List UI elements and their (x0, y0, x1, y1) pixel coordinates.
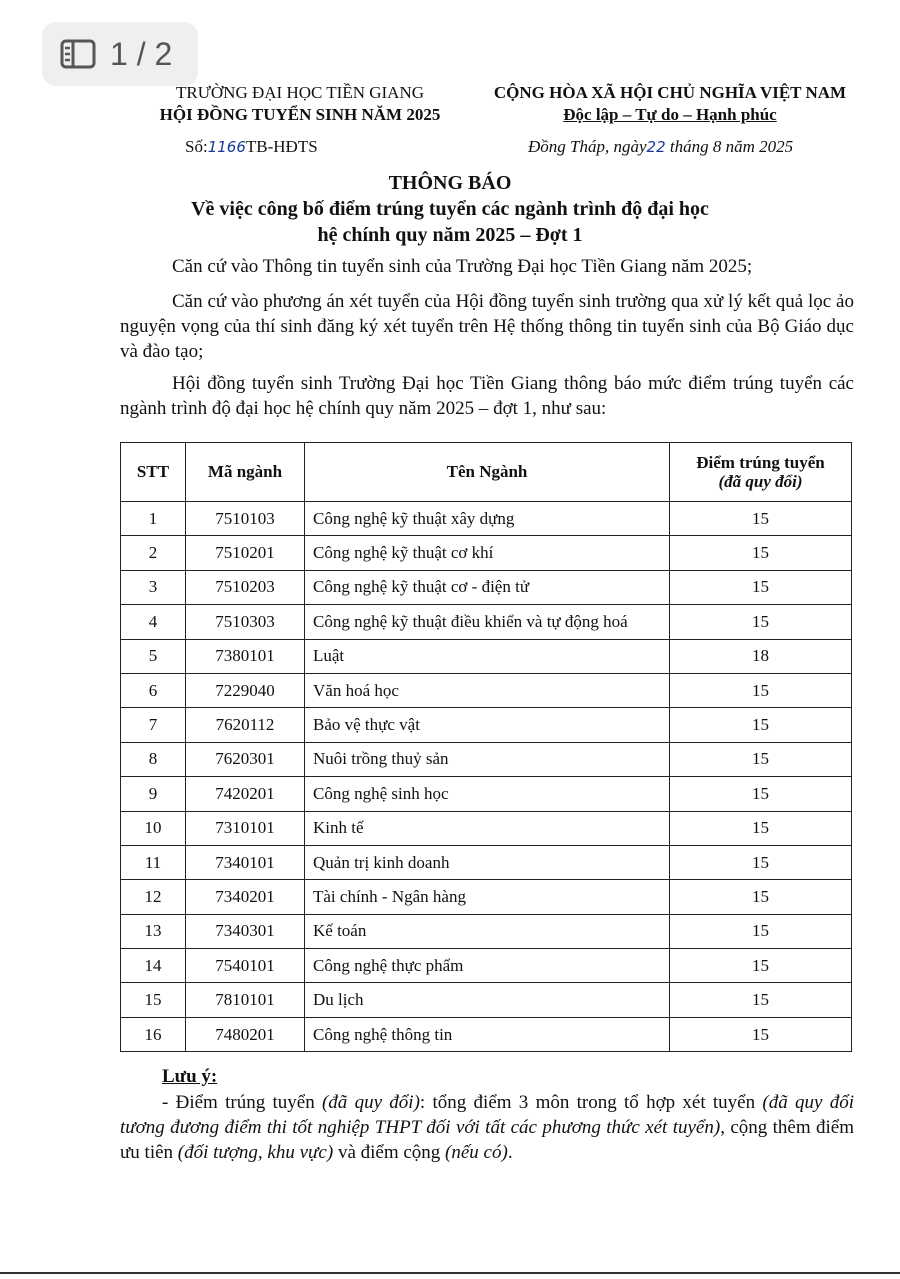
cell-major-name: Văn hoá học (305, 673, 670, 707)
cell-major-name: Công nghệ kỹ thuật điều khiển và tự động hoá (305, 605, 670, 639)
cell-major-code: 7510201 (186, 536, 305, 570)
cell-stt: 5 (121, 639, 186, 673)
cell-stt: 2 (121, 536, 186, 570)
cell-stt: 3 (121, 570, 186, 604)
admission-scores-table (120, 442, 852, 1052)
cell-score: 15 (670, 1017, 852, 1051)
table-row (121, 983, 852, 1017)
university-name: TRƯỜNG ĐẠI HỌC TIỀN GIANG (175, 83, 425, 102)
paragraph-basis-1: Căn cứ vào Thông tin tuyển sinh của Trường Đại học Tiền Giang năm 2025; (172, 256, 753, 277)
title-subject-line2: hệ chính quy năm 2025 – Đợt 1 (317, 224, 583, 246)
document-number-suffix: TB-HĐTS (245, 137, 318, 156)
cell-major-name: Kế toán (305, 914, 670, 948)
table-row (121, 949, 852, 983)
cell-major-code: 7229040 (186, 673, 305, 707)
place-date-suffix: tháng 8 năm 2025 (665, 137, 794, 156)
cell-major-code: 7310101 (186, 811, 305, 845)
cell-stt: 7 (121, 708, 186, 742)
cell-score: 15 (670, 605, 852, 639)
header-score-note: (đã quy đổi) (718, 472, 803, 491)
title-main: THÔNG BÁO (388, 172, 512, 194)
cell-major-code: 7510303 (186, 605, 305, 639)
title-subject-line1: Về việc công bố điểm trúng tuyển các ngành trình độ đại học (191, 198, 709, 220)
header-score (670, 443, 852, 502)
cell-major-name: Công nghệ sinh học (305, 777, 670, 811)
table-row (121, 880, 852, 914)
table-row (121, 639, 852, 673)
cell-major-name: Quản trị kinh doanh (305, 845, 670, 879)
document-number (185, 137, 318, 157)
cell-major-code: 7510103 (186, 502, 305, 536)
cell-score: 15 (670, 914, 852, 948)
header-major-code: Mã ngành (186, 443, 305, 502)
cell-score: 18 (670, 639, 852, 673)
cell-stt: 1 (121, 502, 186, 536)
cell-major-name: Du lịch (305, 983, 670, 1017)
note-seg-3: : tổng điểm 3 môn trong tổ hợp xét tuyển (419, 1092, 763, 1113)
cell-score: 15 (670, 742, 852, 776)
header-stt: STT (121, 443, 186, 502)
cell-stt: 12 (121, 880, 186, 914)
note-seg-5: , cộng thêm điểm ưu tiên (120, 1117, 854, 1163)
table-row (121, 708, 852, 742)
page-bottom-rule (0, 1272, 900, 1274)
cell-major-name: Kinh tế (305, 811, 670, 845)
cell-major-name: Công nghệ kỹ thuật cơ khí (305, 536, 670, 570)
cell-major-code: 7340201 (186, 880, 305, 914)
cell-score: 15 (670, 983, 852, 1017)
place-date (528, 137, 793, 157)
cell-stt: 10 (121, 811, 186, 845)
table-row (121, 502, 852, 536)
issuer-block (120, 82, 480, 126)
cell-major-name: Công nghệ thực phẩm (305, 949, 670, 983)
note-body (120, 1090, 854, 1165)
cell-major-name: Công nghệ thông tin (305, 1017, 670, 1051)
cell-score: 15 (670, 880, 852, 914)
cell-stt: 16 (121, 1017, 186, 1051)
table-row (121, 1017, 852, 1051)
page-counter: 1 / 2 (110, 35, 173, 72)
document-title (0, 170, 900, 248)
cell-major-code: 7480201 (186, 1017, 305, 1051)
note-seg-1: - Điểm trúng tuyển (162, 1092, 322, 1113)
table-row (121, 777, 852, 811)
country-name: CỘNG HÒA XÃ HỘI CHỦ NGHĨA VIỆT NAM (493, 83, 847, 102)
cell-stt: 9 (121, 777, 186, 811)
cell-score: 15 (670, 536, 852, 570)
note-seg-9: . (507, 1142, 513, 1163)
cell-score: 15 (670, 502, 852, 536)
cell-major-name: Nuôi trồng thuỷ sản (305, 742, 670, 776)
cell-score: 15 (670, 708, 852, 742)
cell-stt: 15 (121, 983, 186, 1017)
table-row (121, 742, 852, 776)
cell-stt: 4 (121, 605, 186, 639)
table-row (121, 536, 852, 570)
cell-stt: 13 (121, 914, 186, 948)
header-score-label: Điểm trúng tuyển (696, 453, 825, 472)
sidebar-icon[interactable] (60, 39, 96, 69)
document-number-prefix: Số: (185, 137, 208, 156)
cell-stt: 6 (121, 673, 186, 707)
note-title: Lưu ý: (162, 1066, 218, 1087)
table-body (121, 502, 852, 1052)
place-date-prefix: Đồng Tháp, ngày (528, 137, 647, 156)
cell-major-name: Tài chính - Ngân hàng (305, 880, 670, 914)
table-row (121, 605, 852, 639)
cell-major-code: 7340301 (186, 914, 305, 948)
cell-major-code: 7420201 (186, 777, 305, 811)
table-row (121, 673, 852, 707)
cell-major-code: 7510203 (186, 570, 305, 604)
note-seg-7: và điểm cộng (333, 1142, 446, 1163)
cell-score: 15 (670, 570, 852, 604)
date-day-handwritten: 22 (646, 138, 666, 156)
paragraph-announcement: Hội đồng tuyển sinh Trường Đại học Tiền Giang thông báo mức điểm trúng tuyển các ngành trình độ đại học hệ chính quy năm 2025 – đợt 1, như sau: (120, 373, 854, 419)
cell-stt: 11 (121, 845, 186, 879)
cell-major-name: Công nghệ kỹ thuật cơ - điện tử (305, 570, 670, 604)
cell-major-name: Bảo vệ thực vật (305, 708, 670, 742)
table-row (121, 811, 852, 845)
page-indicator[interactable] (42, 22, 198, 86)
note-seg-2: (đã quy đổi) (321, 1092, 420, 1113)
paragraph-basis-2: Căn cứ vào phương án xét tuyển của Hội đồng tuyển sinh trường qua xử lý kết quả lọc ảo nguyện vọng của thí sinh đăng ký xét tuyển trên Hệ thống thông tin tuyển sinh của Bộ Giáo dục và đào tạo; (120, 291, 854, 362)
note-seg-4: (đã quy đổi tương đương điểm thi tốt nghiệp THPT đối với tất các phương thức xét tuyển) (120, 1092, 855, 1138)
cell-stt: 8 (121, 742, 186, 776)
cell-stt: 14 (121, 949, 186, 983)
cell-major-code: 7620112 (186, 708, 305, 742)
cell-major-code: 7620301 (186, 742, 305, 776)
cell-major-name: Luật (305, 639, 670, 673)
cell-score: 15 (670, 949, 852, 983)
cell-score: 15 (670, 777, 852, 811)
cell-score: 15 (670, 673, 852, 707)
table-header-row (121, 443, 852, 502)
national-motto: Độc lập – Tự do – Hạnh phúc (563, 105, 777, 124)
document-number-handwritten: 1166 (207, 138, 246, 156)
note-seg-6: (đối tượng, khu vực) (177, 1142, 334, 1163)
cell-score: 15 (670, 845, 852, 879)
national-motto-block (470, 82, 870, 126)
table-row (121, 570, 852, 604)
council-name: HỘI ĐỒNG TUYỂN SINH NĂM 2025 (159, 105, 441, 124)
cell-major-code: 7380101 (186, 639, 305, 673)
cell-major-code: 7810101 (186, 983, 305, 1017)
note-seg-8: (nếu có) (445, 1142, 508, 1163)
header-major-name: Tên Ngành (305, 443, 670, 502)
table-row (121, 845, 852, 879)
cell-score: 15 (670, 811, 852, 845)
cell-major-code: 7540101 (186, 949, 305, 983)
cell-major-code: 7340101 (186, 845, 305, 879)
table-row (121, 914, 852, 948)
cell-major-name: Công nghệ kỹ thuật xây dựng (305, 502, 670, 536)
